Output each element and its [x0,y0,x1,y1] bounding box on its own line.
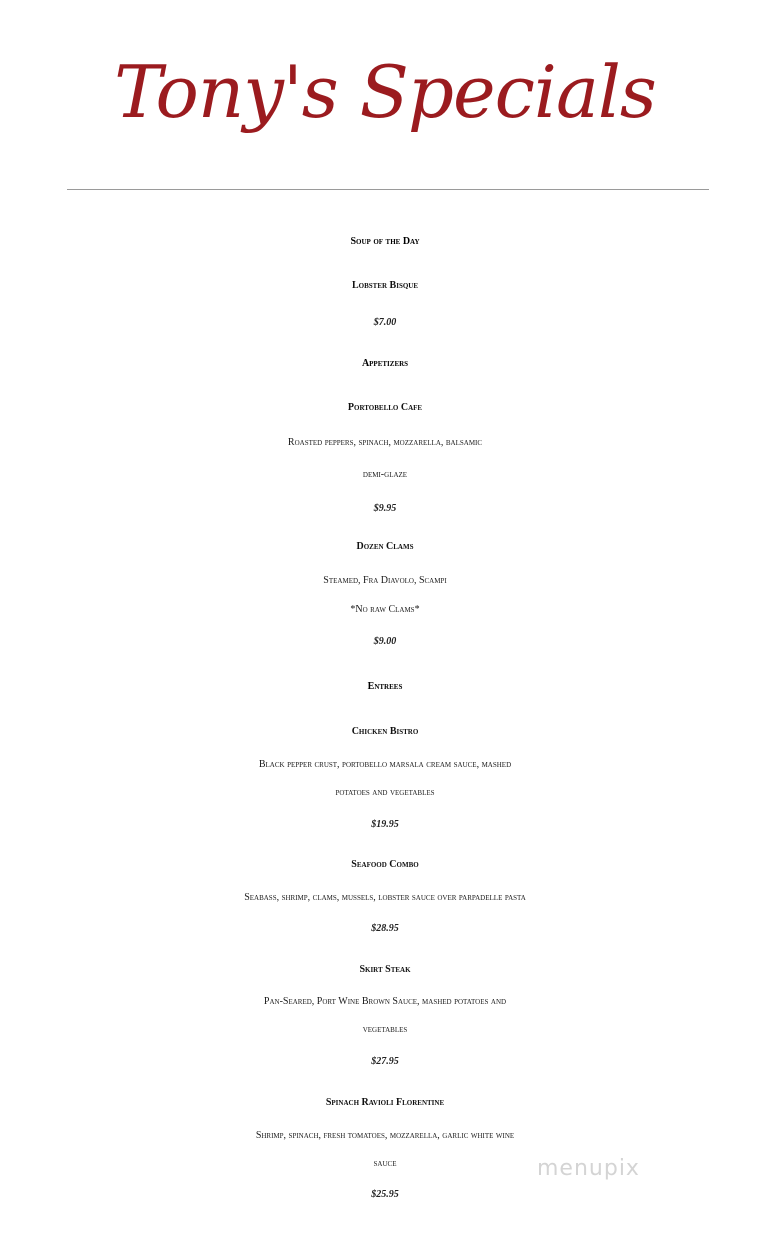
item-description: vegetables [362,1024,408,1035]
item-price: $28.95 [371,923,399,934]
divider [67,189,709,190]
item-description: Seabass, shrimp, clams, mussels, lobster sauce over parpadelle pasta [244,892,526,903]
item-description: Black pepper crust, portobello marsala cream sauce, mashed [258,759,512,770]
item-price: $7.00 [373,317,397,328]
item-description: sauce [373,1158,397,1169]
watermark-logo: menupix [537,1156,640,1181]
item-name: Spinach Ravioli Florentine [325,1097,445,1108]
item-price: $27.95 [371,1056,399,1067]
section-heading-entrees: Entrees [367,681,403,692]
item-description: potatoes and vegetables [335,787,435,798]
item-name: Chicken Bistro [351,726,419,737]
item-price: $25.95 [371,1189,399,1200]
item-description: Steamed, Fra Diavolo, Scampi [323,575,447,586]
item-name: Dozen Clams [356,541,414,552]
item-description: Shrimp, spinach, fresh tomatoes, mozzarella, garlic white wine [255,1130,515,1141]
item-price: $19.95 [371,819,399,830]
item-description: Pan-Seared, Port Wine Brown Sauce, mashed potatoes and [263,996,507,1007]
item-price: $9.00 [373,636,397,647]
item-price: $9.95 [373,503,397,514]
item-name: Skirt Steak [359,964,411,975]
item-note: *No raw Clams* [350,604,420,615]
section-heading-appetizers: Appetizers [361,358,409,369]
section-heading-soup: Soup of the Day [350,236,420,247]
item-name: Lobster Bisque [351,280,419,291]
item-name: Portobello Cafe [347,402,423,413]
item-description: demi-glaze [362,469,408,480]
item-name: Seafood Combo [351,859,419,870]
page-title: Tony's Specials [114,50,656,134]
item-description: Roasted peppers, spinach, mozzarella, balsamic [287,437,483,448]
